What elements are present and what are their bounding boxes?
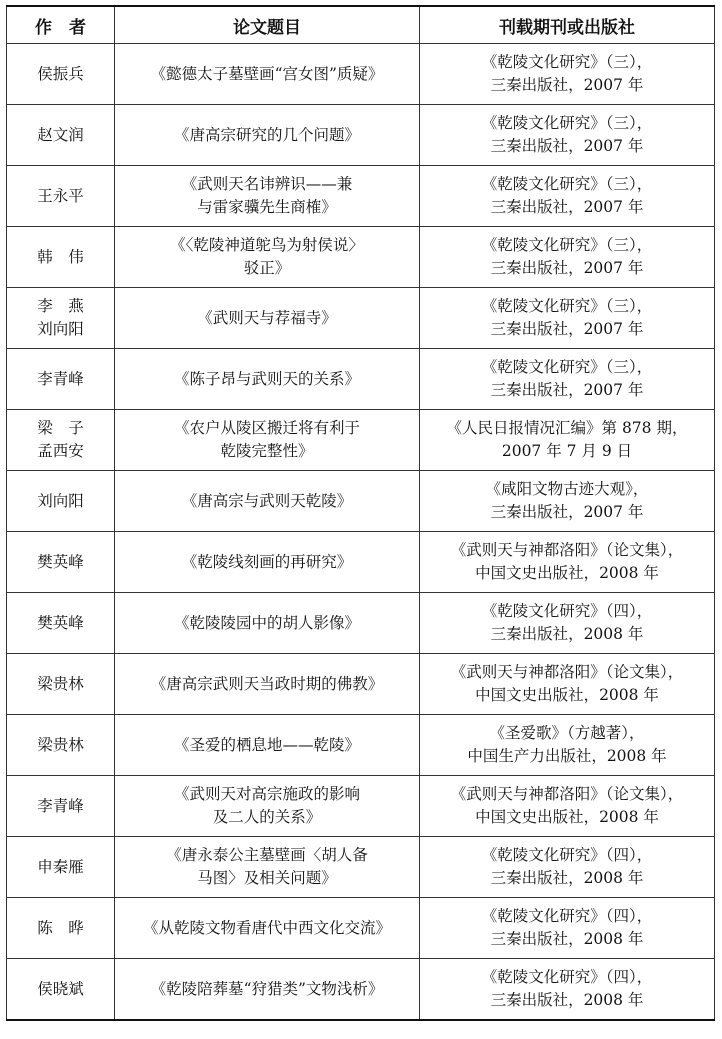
title-cell-line: 《懿德太子墓壁画“宫女图”质疑》 bbox=[150, 64, 384, 83]
author-cell bbox=[7, 532, 115, 593]
title-cell bbox=[115, 654, 420, 715]
source-cell-line: 《乾陵文化研究》（三）， bbox=[481, 358, 653, 376]
source-cell-line: 三秦出版社，2008 年 bbox=[490, 625, 644, 643]
author-cell bbox=[7, 105, 115, 166]
source-cell bbox=[420, 959, 715, 1021]
bibliography-table bbox=[6, 5, 715, 1021]
author-cell-line: 韩 伟 bbox=[37, 247, 84, 266]
author-cell-line: 侯振兵 bbox=[37, 64, 84, 83]
source-cell-line: 中国生产力出版社，2008 年 bbox=[467, 747, 667, 765]
title-cell bbox=[115, 898, 420, 959]
author-cell-line: 孟西安 bbox=[37, 442, 84, 460]
author-cell-line: 梁 子 bbox=[37, 419, 84, 437]
title-cell-line: 及二人的关系》 bbox=[212, 808, 322, 826]
title-cell bbox=[115, 532, 420, 593]
author-cell bbox=[7, 898, 115, 959]
source-cell-line: 《武则天与神都洛阳》（论文集）， bbox=[450, 785, 684, 803]
source-cell bbox=[420, 898, 715, 959]
source-cell bbox=[420, 715, 715, 776]
source-cell-line: 《乾陵文化研究》（三）， bbox=[481, 53, 653, 71]
source-cell-line: 中国文史出版社，2008 年 bbox=[475, 564, 659, 582]
source-cell-line: 三秦出版社，2007 年 bbox=[490, 320, 644, 338]
title-cell bbox=[115, 105, 420, 166]
title-cell-line: 《唐永泰公主墓壁画〈胡人备 bbox=[166, 846, 368, 864]
source-cell bbox=[420, 105, 715, 166]
source-cell-line: 《武则天与神都洛阳》（论文集）， bbox=[450, 663, 684, 681]
title-cell bbox=[115, 837, 420, 898]
table-row bbox=[7, 44, 715, 105]
title-cell-line: 《武则天与荐福寺》 bbox=[197, 308, 337, 327]
title-cell bbox=[115, 288, 420, 349]
title-cell-line: 《唐高宗与武则天乾陵》 bbox=[181, 491, 353, 510]
title-cell-line: 《农户从陵区搬迁将有利于 bbox=[173, 419, 360, 437]
title-cell-line: 乾陵完整性》 bbox=[220, 442, 314, 460]
title-cell bbox=[115, 471, 420, 532]
source-cell-line: 《圣爱歌》（方越著）， bbox=[489, 724, 645, 742]
title-cell bbox=[115, 349, 420, 410]
title-cell bbox=[115, 959, 420, 1021]
source-cell-line: 中国文史出版社，2008 年 bbox=[475, 686, 659, 704]
source-cell-line: 三秦出版社，2008 年 bbox=[490, 930, 644, 948]
author-cell-line: 李青峰 bbox=[37, 796, 84, 815]
source-cell bbox=[420, 410, 715, 471]
author-cell-line: 樊英峰 bbox=[37, 552, 84, 571]
title-cell-line: 《乾陵陪葬墓“狩猎类”文物浅析》 bbox=[150, 979, 384, 998]
source-cell-line: 《乾陵文化研究》（四）， bbox=[481, 602, 653, 620]
table-row bbox=[7, 349, 715, 410]
table-row bbox=[7, 227, 715, 288]
title-cell-line: 《唐高宗研究的几个问题》 bbox=[173, 125, 360, 144]
author-cell-line: 刘向阳 bbox=[37, 320, 84, 338]
author-cell-line: 梁贵林 bbox=[37, 735, 84, 754]
source-cell bbox=[420, 837, 715, 898]
table-row bbox=[7, 532, 715, 593]
source-cell bbox=[420, 593, 715, 654]
title-cell bbox=[115, 227, 420, 288]
source-cell bbox=[420, 227, 715, 288]
source-cell-line: 《乾陵文化研究》（四）， bbox=[481, 846, 653, 864]
table-row bbox=[7, 471, 715, 532]
header-author: 作 者 bbox=[7, 6, 115, 44]
source-cell-line: 2007 年 7 月 9 日 bbox=[501, 442, 633, 460]
table-row bbox=[7, 715, 715, 776]
table-header bbox=[7, 6, 715, 44]
author-cell bbox=[7, 715, 115, 776]
title-cell bbox=[115, 776, 420, 837]
table-row bbox=[7, 288, 715, 349]
author-cell bbox=[7, 654, 115, 715]
author-cell-line: 申秦雁 bbox=[37, 857, 84, 876]
author-cell bbox=[7, 349, 115, 410]
title-cell-line: 与雷家骥先生商榷》 bbox=[197, 198, 337, 216]
author-cell-line: 李青峰 bbox=[37, 369, 84, 388]
table-row bbox=[7, 105, 715, 166]
source-cell-line: 三秦出版社，2008 年 bbox=[490, 991, 644, 1009]
table-row bbox=[7, 898, 715, 959]
author-cell-line: 刘向阳 bbox=[37, 491, 84, 510]
author-cell bbox=[7, 166, 115, 227]
table-row bbox=[7, 654, 715, 715]
header-row bbox=[7, 6, 715, 44]
title-cell-line: 《从乾陵文物看唐代中西文化交流》 bbox=[142, 918, 391, 937]
title-cell bbox=[115, 44, 420, 105]
author-cell-line: 陈 晔 bbox=[37, 918, 84, 937]
author-cell bbox=[7, 837, 115, 898]
source-cell-line: 《乾陵文化研究》（三）， bbox=[481, 175, 653, 193]
title-cell-line: 《圣爱的栖息地——乾陵》 bbox=[173, 735, 360, 754]
source-cell bbox=[420, 471, 715, 532]
author-cell-line: 王永平 bbox=[37, 186, 84, 205]
title-cell-line: 《乾陵陵园中的胡人影像》 bbox=[173, 613, 360, 632]
table-body bbox=[7, 44, 715, 1021]
source-cell-line: 《人民日报情况汇编》第 878 期， bbox=[446, 419, 688, 437]
source-cell-line: 三秦出版社，2007 年 bbox=[490, 503, 644, 521]
title-cell-line: 《唐高宗武则天当政时期的佛教》 bbox=[150, 674, 384, 693]
source-cell bbox=[420, 776, 715, 837]
source-cell-line: 三秦出版社，2008 年 bbox=[490, 869, 644, 887]
table-row bbox=[7, 837, 715, 898]
source-cell-line: 《咸阳文物古迹大观》， bbox=[485, 480, 649, 498]
title-cell bbox=[115, 410, 420, 471]
source-cell-line: 中国文史出版社，2008 年 bbox=[475, 808, 659, 826]
author-cell-line: 樊英峰 bbox=[37, 613, 84, 632]
author-cell bbox=[7, 44, 115, 105]
source-cell bbox=[420, 654, 715, 715]
author-cell bbox=[7, 776, 115, 837]
source-cell-line: 《乾陵文化研究》（三）， bbox=[481, 297, 653, 315]
source-cell-line: 三秦出版社，2007 年 bbox=[490, 198, 644, 216]
author-cell bbox=[7, 410, 115, 471]
author-cell bbox=[7, 227, 115, 288]
source-cell-line: 《乾陵文化研究》（三）， bbox=[481, 236, 653, 254]
title-cell-line: 马图〉及相关问题》 bbox=[197, 869, 337, 887]
source-cell bbox=[420, 44, 715, 105]
table-row bbox=[7, 776, 715, 837]
source-cell-line: 《乾陵文化研究》（四）， bbox=[481, 968, 653, 986]
title-cell-line: 《武则天名讳辨识——兼 bbox=[181, 175, 353, 193]
source-cell-line: 三秦出版社，2007 年 bbox=[490, 381, 644, 399]
title-cell bbox=[115, 715, 420, 776]
title-cell-line: 《〈乾陵神道鸵鸟为射侯说〉 bbox=[170, 236, 364, 254]
source-cell-line: 《武则天与神都洛阳》（论文集）， bbox=[450, 541, 684, 559]
author-cell bbox=[7, 959, 115, 1021]
author-cell bbox=[7, 471, 115, 532]
source-cell-line: 《乾陵文化研究》（三）， bbox=[481, 114, 653, 132]
author-cell bbox=[7, 288, 115, 349]
table-row bbox=[7, 593, 715, 654]
source-cell-line: 三秦出版社，2007 年 bbox=[490, 259, 644, 277]
source-cell-line: 三秦出版社，2007 年 bbox=[490, 76, 644, 94]
title-cell bbox=[115, 593, 420, 654]
title-cell-line: 《陈子昂与武则天的关系》 bbox=[173, 369, 360, 388]
header-source: 刊载期刊或出版社 bbox=[420, 6, 715, 44]
source-cell bbox=[420, 349, 715, 410]
title-cell-line: 《乾陵线刻画的再研究》 bbox=[181, 552, 353, 571]
source-cell-line: 《乾陵文化研究》（四）， bbox=[481, 907, 653, 925]
table-row bbox=[7, 166, 715, 227]
table-row bbox=[7, 410, 715, 471]
author-cell-line: 梁贵林 bbox=[37, 674, 84, 693]
source-cell-line: 三秦出版社，2007 年 bbox=[490, 137, 644, 155]
source-cell bbox=[420, 288, 715, 349]
source-cell bbox=[420, 166, 715, 227]
table-row bbox=[7, 959, 715, 1021]
header-title: 论文题目 bbox=[115, 6, 420, 44]
author-cell bbox=[7, 593, 115, 654]
author-cell-line: 赵文润 bbox=[37, 125, 84, 144]
title-cell-line: 《武则天对高宗施政的影响 bbox=[173, 785, 360, 803]
author-cell-line: 李 燕 bbox=[37, 297, 84, 315]
author-cell-line: 侯晓斌 bbox=[37, 979, 84, 998]
title-cell-line: 驳正》 bbox=[243, 259, 291, 277]
source-cell bbox=[420, 532, 715, 593]
title-cell bbox=[115, 166, 420, 227]
